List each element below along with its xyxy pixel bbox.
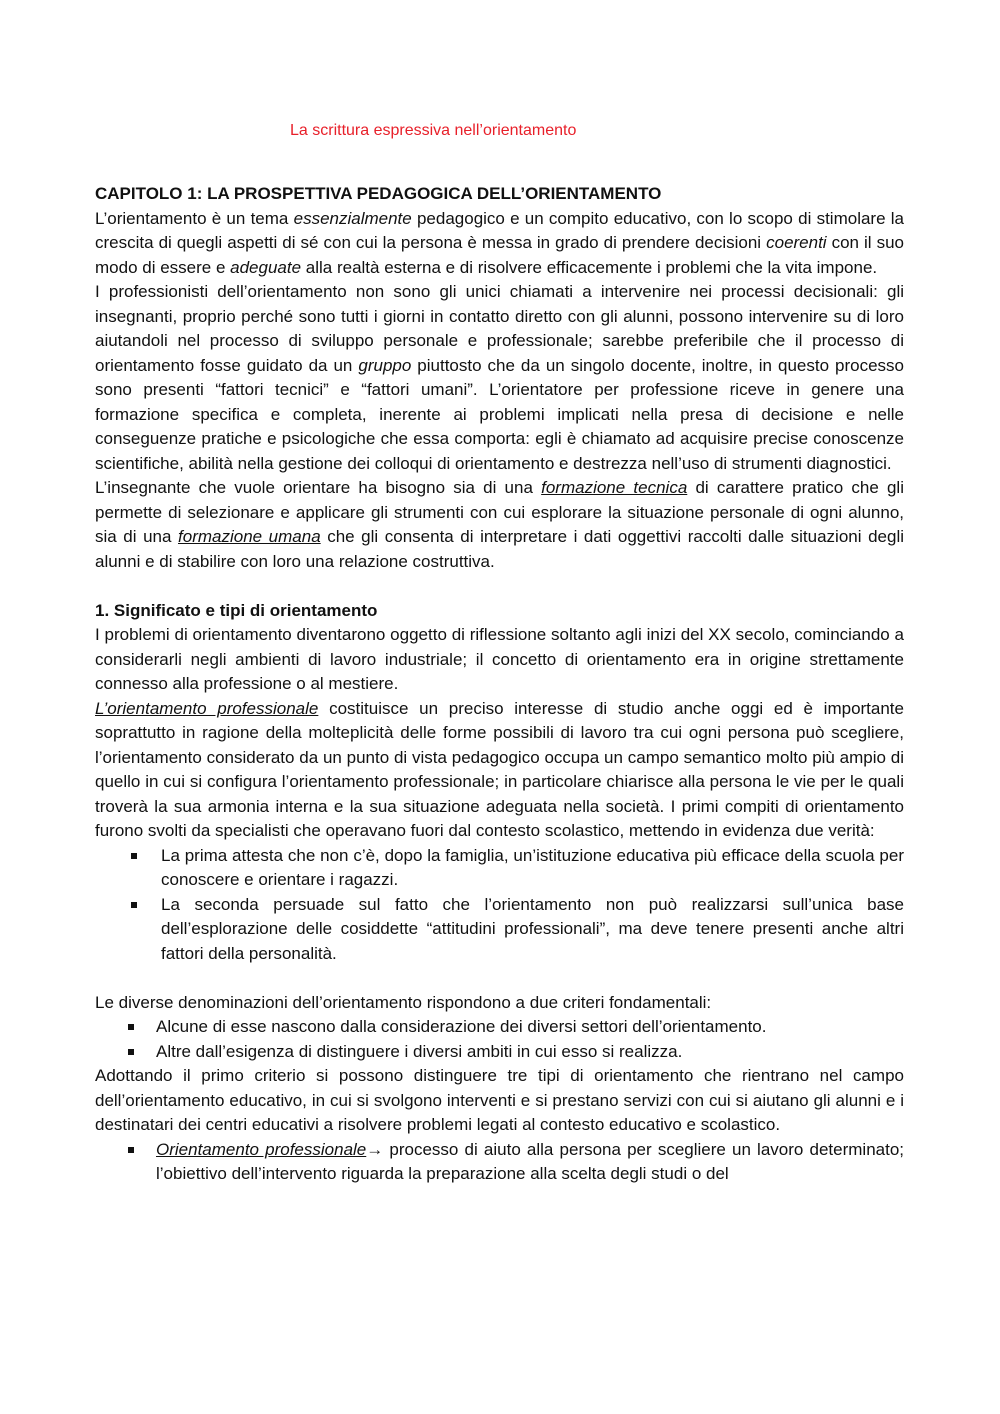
blank-line (95, 966, 904, 991)
underlined-term: Orientamento professionale (156, 1139, 367, 1159)
square-bullet-icon (131, 853, 137, 859)
document-body (95, 182, 904, 1187)
underlined-term: L’orientamento professionale (95, 698, 319, 718)
truths-list (95, 844, 904, 967)
text-run: che gli consenta di interpretare i dati oggettivi raccolti dalle situazioni degli alunni e di stabilire con loro una relazione costruttiva. (95, 527, 904, 571)
text-run: L’orientamento è un tema (95, 208, 294, 228)
section-heading: 1. Significato e tipi di orientamento (95, 600, 378, 620)
list-item (95, 1040, 904, 1065)
square-bullet-icon (128, 1147, 134, 1153)
italic-run: coerenti (766, 233, 827, 252)
square-bullet-icon (128, 1024, 134, 1030)
list-item-text: processo di aiuto alla persona per scegliere un lavoro determinato; l’obiettivo dell’intervento riguarda la preparazione alla scelta degli studi o del (156, 1139, 904, 1183)
criteria-list (95, 1015, 904, 1064)
underlined-term: formazione umana (178, 527, 321, 546)
arrow-icon: → (366, 1139, 384, 1159)
list-item-text: Altre dall’esigenza di distinguere i diversi ambiti in cui esso si realizza. (156, 1041, 683, 1061)
text-run: L’insegnante che vuole orientare ha bisogno sia di una (95, 478, 542, 497)
text-run: di carattere pratico che gli permette di selezionare e applicare gli strumenti con cui esplorare la situazione personale di ogni alunno, sia di una (95, 478, 904, 546)
list-item-text: La seconda persuade sul fatto che l’orientamento non può realizzarsi sull’unica base dell’esplorazione delle cosiddette “attitudini professionali”, ma deve tenere presenti anche altri fattori della personalità. (161, 894, 904, 963)
italic-run: gruppo (358, 355, 412, 375)
types-list (95, 1138, 904, 1187)
document-title: La scrittura espressiva nell’orientamento (290, 122, 577, 139)
section-paragraph-2 (95, 697, 904, 844)
section-paragraph-3: Le diverse denominazioni dell’orientamento rispondono a due criteri fondamentali: (95, 992, 712, 1012)
text-run: costituisce un preciso interesse di studio anche oggi ed è importante soprattutto in ragione della molteplicità delle forme possibili di lavoro tra cui ogni persona può scegliere, l’orientamento considerato da un punto di vista pedagogico occupa un campo semantico molto più ampio di quello in cui si configura l’orientamento professionale; in particolare chiarisce alla persona le vie per le quali troverà la sua armonia interna e la sua situazione adeguata nella società. I primi compiti di orientamento furono svolti da specialisti che operavano fuori dal contesto scolastico, mettendo in evidenza due verità: (95, 698, 904, 840)
blank-line (95, 574, 904, 599)
square-bullet-icon (128, 1049, 134, 1055)
section-paragraph-1: I problemi di orientamento diventarono oggetto di riflessione soltanto agli inizi del XX secolo, cominciando a considerarli negli ambienti di lavoro industriale; il concetto di orientamento era in origine strettamente connesso alla professione o al mestiere. (95, 625, 904, 693)
chapter-paragraph-2 (95, 280, 904, 476)
list-item (95, 844, 904, 893)
section-paragraph-4: Adottando il primo criterio si possono distinguere tre tipi di orientamento che rientrano nel campo dell’orientamento educativo, in cui si svolgono interventi e si prestano servizi con cui si aiutano gli alunni e i destinatari dei centri educativi a risolvere problemi legati al contesto educativo e scolastico. (95, 1066, 904, 1134)
list-item-text: La prima attesta che non c’è, dopo la famiglia, un’istituzione educativa più efficace della scuola per conoscere e orientare i ragazzi. (161, 845, 904, 889)
list-item-text: Alcune di esse nascono dalla considerazione dei diversi settori dell’orientamento. (156, 1017, 767, 1036)
italic-run: essenzialmente (293, 208, 412, 228)
chapter-paragraph-1 (95, 207, 904, 281)
chapter-heading: CAPITOLO 1: LA PROSPETTIVA PEDAGOGICA DELL’ORIENTAMENTO (95, 184, 662, 203)
text-run: piuttosto che da un singolo docente, inoltre, in questo processo sono presenti “fattori tecnici” e “fattori umani”. L’orientatore per professione riceve in genere una formazione specifica e completa, inerente ai problemi implicati nella presa di decisione e nelle conseguenze pratiche e psicologiche che essa comporta: egli è chiamato ad acquisire precise conoscenze scientifiche, abilità nella gestione dei colloqui di orientamento e destrezza nell’uso di strumenti diagnostici. (95, 355, 904, 473)
chapter-paragraph-3 (95, 476, 904, 574)
underlined-term: formazione tecnica (541, 478, 688, 497)
italic-run: adeguate (230, 257, 302, 277)
text-run: pedagogico e un compito educativo, con lo scopo di stimolare la crescita di quegli aspetti di sé con cui la persona è messa in grado di prendere decisioni (95, 208, 904, 252)
text-run: alla realtà esterna e di risolvere efficacemente i problemi che la vita impone. (301, 257, 878, 277)
text-run: I professionisti dell’orientamento non sono gli unici chiamati a intervenire nei processi decisionali: gli insegnanti, proprio perché sono tutti i giorni in contatto diretto con gli alunni, possono intervenire su di loro aiutandoli nel processo di sviluppo personale e professionale; sarebbe preferibile che il processo di orientamento fosse guidato da un (95, 282, 904, 375)
list-item (95, 1015, 904, 1040)
list-item (95, 893, 904, 967)
text-run: con il suo modo di essere e (95, 233, 904, 277)
square-bullet-icon (131, 902, 137, 908)
list-item (95, 1138, 904, 1187)
